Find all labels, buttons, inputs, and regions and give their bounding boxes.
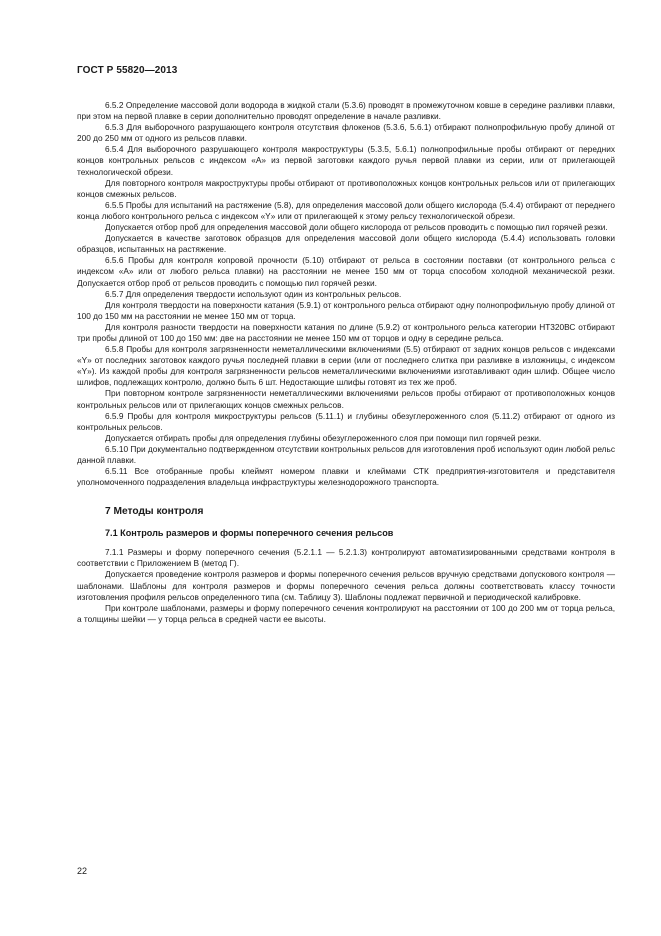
section-heading: 7 Методы контроля	[105, 506, 204, 518]
paragraph-7-1-1: 7.1.1 Размеры и форму поперечного сечения (5.2.1.1 — 5.2.1.3) контролируют автоматизированными средствами контроля в соответствии с Приложением В (метод Г).	[77, 547, 615, 569]
paragraph-6-5-3: 6.5.3 Для выборочного разрушающего контроля отсутствия флокенов (5.3.6, 5.6.1) отбирают полнопрофильную пробу длиной от 200 до 250 мм от одного из рельсов плавки.	[77, 122, 615, 144]
paragraph-6-5-2: 6.5.2 Определение массовой доли водорода в жидкой стали (5.3.6) проводят в промежуточном ковше в середине разливки плавки, при этом на первой плавке в серии дополнительно проводят определение в начале разливки.	[77, 100, 615, 122]
paragraph: Для контроля разности твердости на поверхности катания по длине (5.9.2) от контрольного рельса категории НТ320ВС отбирают три пробы длиной от 100 до 150 мм: две на расстоянии не менее 150 мм от торцов и одну в середине рельса.	[77, 321, 615, 343]
paragraph: Допускается отбор проб для определения массовой доли общего кислорода от рельсов проводить с помощью пил горячей резки.	[105, 222, 608, 233]
paragraph: При контроле шаблонами, размеры и форму поперечного сечения контролируют на расстоянии от 100 до 200 мм от торца рельса, а толщины шейки — у торца рельса в средней части ее высоты.	[77, 602, 615, 624]
document-body	[77, 100, 615, 625]
paragraph-6-5-4: 6.5.4 Для выборочного разрушающего контроля макроструктуры (5.3.5, 5.6.1) полнопрофильные пробы отбирают от передних концов контрольных рельсов с индексом «А» из первой заготовки каждого ручья первой плавки из серии, или от прилегающей технологической обрези.	[77, 144, 615, 177]
paragraph-6-5-5: 6.5.5 Пробы для испытаний на растяжение (5.8), для определения массовой доли общего кислорода (5.4.4) отбирают от переднего конца любого контрольного рельса с индексом «Y» или от прилегающей к этому рельсу технологической обрези.	[77, 199, 615, 221]
paragraph-6-5-9: 6.5.9 Пробы для контроля микроструктуры рельсов (5.11.1) и глубины обезуглероженного слоя (5.11.2) отбирают от одного из контрольных рельсов.	[77, 410, 615, 432]
paragraph: Допускается отбирать пробы для определения глубины обезуглероженного слоя при помощи пил горячей резки.	[105, 432, 542, 443]
paragraph-6-5-6: 6.5.6 Пробы для контроля копровой прочности (5.10) отбирают от рельса в состоянии поставки (от контрольного рельса с индексом «А» или от любого рельса плавки) на расстоянии не менее 150 мм от торца способом холодной механической резки. Допускается отбор проб от рельсов проводить с помощью пил горячей резки.	[77, 255, 615, 288]
paragraph: Допускается проведение контроля размеров и формы поперечного сечения рельсов вручную средствами допускового контроля — шаблонами. Шаблоны для контроля размеров и формы поперечного сечения рельса должны соответствовать классу точности изготовления профиля рельсов определенного типа (см. Таблицу 3). Шаблоны подлежат первичной и периодической калибровке.	[77, 569, 615, 602]
paragraph-6-5-11: 6.5.11 Все отобранные пробы клеймят номером плавки и клеймами СТК предприятия-изготовителя и представителя уполномоченного подразделения владельца инфраструктуры железнодорожного транспорта.	[77, 466, 615, 488]
paragraph: Допускается в качестве заготовок образцов для определения массовой доли общего кислорода (5.4.4) использовать головки образцов, испытанных на растяжение.	[77, 233, 615, 255]
subsection-heading: 7.1 Контроль размеров и формы поперечного сечения рельсов	[105, 528, 394, 539]
paragraph: Для повторного контроля макроструктуры пробы отбирают от противоположных концов контрольных рельсов или от прилегающих концов смежных рельсов.	[77, 177, 615, 199]
page-number: 22	[77, 866, 88, 876]
document-header: ГОСТ Р 55820—2013	[77, 65, 178, 76]
paragraph-6-5-10: 6.5.10 При документально подтвержденном отсутствии контрольных рельсов для изготовления проб используют один любой рельс данной плавки.	[77, 443, 615, 465]
paragraph-6-5-7: 6.5.7 Для определения твердости используют один из контрольных рельсов.	[105, 288, 402, 299]
paragraph: Для контроля твердости на поверхности катания (5.9.1) от контрольного рельса отбирают одну полнопрофильную пробу длиной от 100 до 150 мм на расстоянии не менее 150 мм от торца.	[77, 299, 615, 321]
paragraph: При повторном контроле загрязненности неметаллическими включениями рельсов пробы отбирают от противоположных концов контрольных рельсов или от прилегающих концов смежных рельсов.	[77, 388, 615, 410]
paragraph-6-5-8: 6.5.8 Пробы для контроля загрязненности неметаллическими включениями (5.5) отбирают от задних концов рельсов с индексами «Y» от последних заготовок каждого ручья последней плавки в серии (или от последнего слитка при разливке в изложницы, с индексом «Y»). Из каждой пробы для контроля загрязненности рельсов неметаллическими включениями изготавливают один шлиф. Общее число шлифов, подлежащих контролю, должно быть 6 шт. Недостающие шлифы готовят из тех же проб.	[77, 344, 615, 388]
